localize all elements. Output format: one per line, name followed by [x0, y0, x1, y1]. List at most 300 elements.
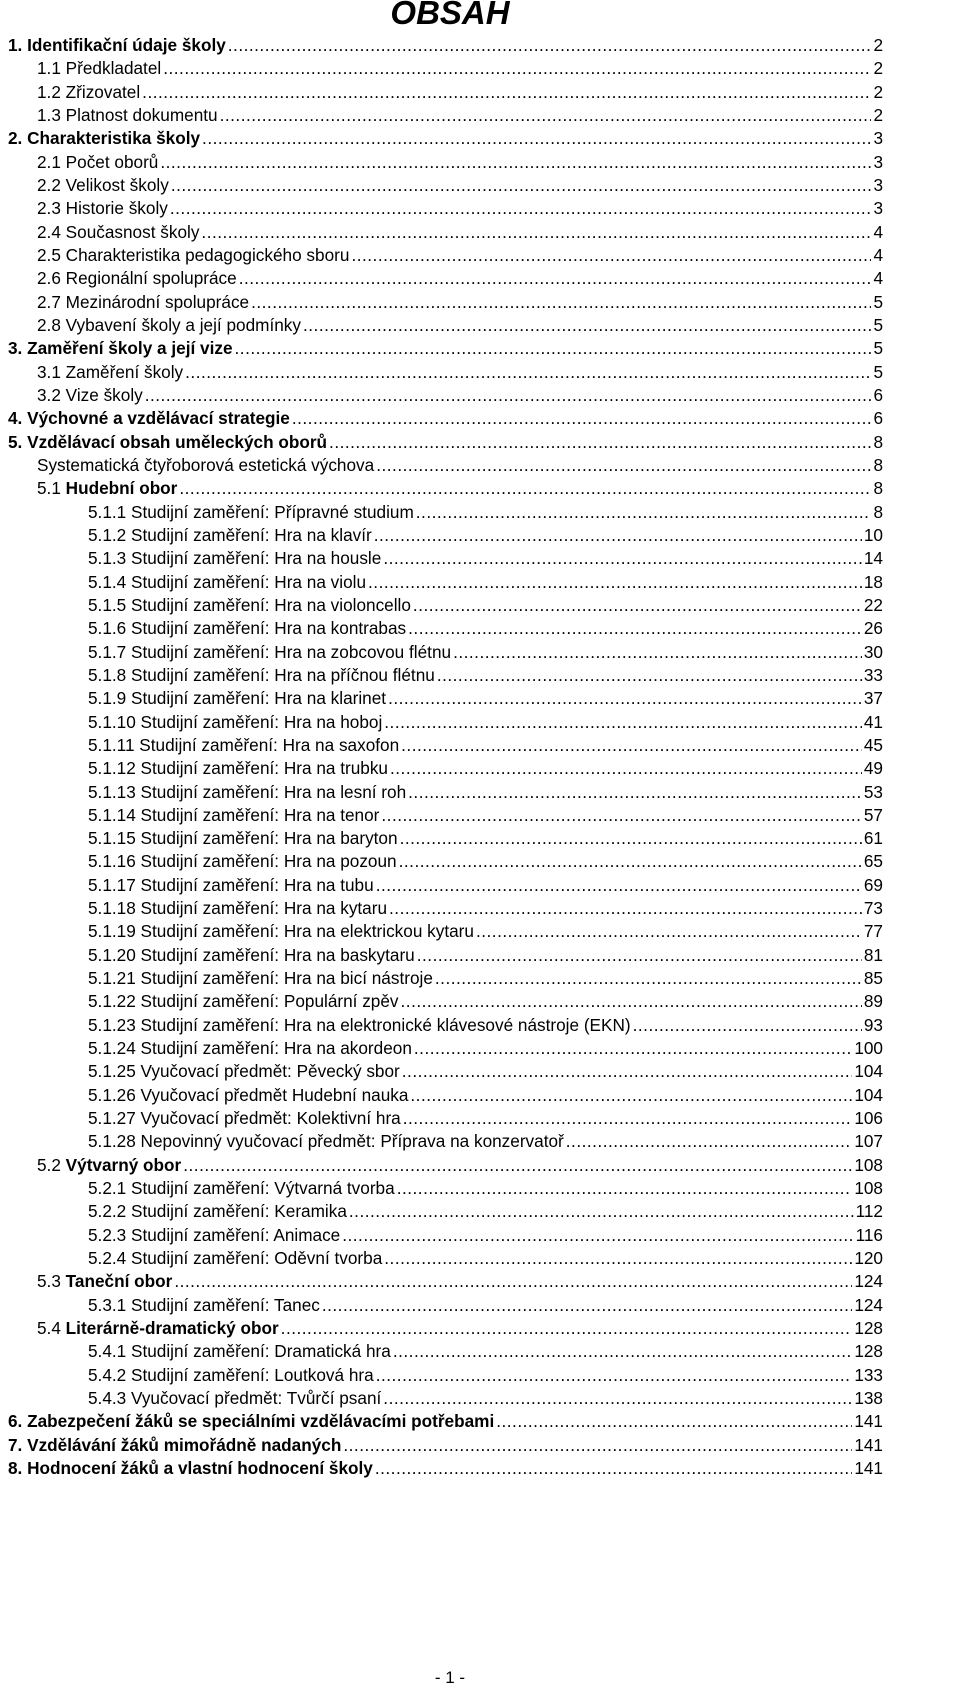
- toc-entry-title: 5.1.11 Studijní zaměření: Hra na saxofon: [88, 734, 400, 755]
- dot-leader: [403, 1108, 853, 1129]
- toc-entry-label: [88, 1131, 564, 1152]
- toc-entry[interactable]: [8, 1458, 883, 1481]
- toc-entry[interactable]: [8, 642, 883, 665]
- dot-leader: [343, 1435, 852, 1456]
- dot-leader: [179, 478, 871, 499]
- toc-entry[interactable]: [8, 1085, 883, 1108]
- toc-entry-title: 5.1.20 Studijní zaměření: Hra na baskytaru: [88, 944, 415, 965]
- toc-entry-page: 10: [863, 524, 883, 545]
- toc-entry-label: [88, 1178, 395, 1199]
- dot-leader: [303, 315, 871, 336]
- dot-leader: [375, 1458, 852, 1479]
- toc-entry-page: 2: [873, 58, 883, 79]
- toc-entry[interactable]: [8, 128, 883, 151]
- dot-leader: [376, 1365, 853, 1386]
- toc-entry-title: 5.1.13 Studijní zaměření: Hra na lesní roh: [88, 781, 407, 802]
- dot-leader: [408, 782, 862, 803]
- dot-leader: [322, 1295, 852, 1316]
- dot-leader: [174, 1271, 852, 1292]
- toc-entry-page: 100: [854, 1038, 883, 1059]
- dot-leader: [351, 245, 871, 266]
- toc-entry-title: 5.1.15 Studijní zaměření: Hra na baryton: [88, 828, 398, 849]
- toc-entry-label: [88, 502, 414, 523]
- dot-leader: [201, 222, 871, 243]
- toc-entry-label: [88, 945, 415, 966]
- toc-entry-label: [8, 1458, 373, 1479]
- toc-entry-title: 2.6 Regionální spolupráce: [37, 268, 237, 289]
- toc-entry-page: 4: [873, 268, 883, 289]
- toc-entry-label: [37, 175, 169, 196]
- toc-entry-page: 104: [854, 1061, 883, 1082]
- toc-entry-label: [37, 1155, 181, 1176]
- toc-entry-label: [88, 875, 374, 896]
- dot-leader: [342, 1225, 853, 1246]
- toc-entry[interactable]: [8, 572, 883, 595]
- toc-entry-label: [8, 1411, 494, 1432]
- toc-entry-label: [88, 782, 406, 803]
- toc-entry-number: 5.2: [37, 1154, 66, 1175]
- toc-entry[interactable]: [8, 805, 883, 828]
- toc-entry-title: 2.8 Vybavení školy a její podmínky: [37, 314, 301, 335]
- toc-entry[interactable]: [8, 851, 883, 874]
- toc-entry-page: 65: [863, 851, 883, 872]
- toc-entry-title: Výtvarný obor: [65, 1154, 182, 1175]
- toc-entry-label: [37, 478, 177, 499]
- toc-entry-title: 5.1.1 Studijní zaměření: Přípravné studium: [88, 501, 414, 522]
- toc-entry-page: 5: [873, 314, 883, 335]
- dot-leader: [408, 618, 862, 639]
- toc-entry-page: 49: [863, 758, 883, 779]
- toc-entry-page: 2: [873, 104, 883, 125]
- toc-entry-label: [88, 758, 388, 779]
- toc-entry-page: 61: [863, 828, 883, 849]
- toc-entry-title: 5.2.1 Studijní zaměření: Výtvarná tvorba: [88, 1178, 395, 1199]
- toc-entry-page: 3: [873, 151, 883, 172]
- toc-entry-label: [88, 1085, 408, 1106]
- toc-entry-title: 5.1.14 Studijní zaměření: Hra na tenor: [88, 804, 380, 825]
- dot-leader: [393, 1341, 852, 1362]
- toc-entry[interactable]: [8, 152, 883, 175]
- dot-leader: [170, 198, 872, 219]
- toc-entry[interactable]: [8, 455, 883, 478]
- toc-entry-page: 4: [873, 221, 883, 242]
- toc-entry[interactable]: [8, 595, 883, 618]
- toc-entry-page: 85: [863, 968, 883, 989]
- toc-entry-page: 106: [854, 1108, 883, 1129]
- dot-leader: [416, 502, 872, 523]
- dot-leader: [566, 1131, 853, 1152]
- toc-entry-page: 8: [873, 454, 883, 475]
- toc-entry[interactable]: [8, 1108, 883, 1131]
- toc-entry-label: [88, 898, 387, 919]
- toc-entry-title: 1.3 Platnost dokumentu: [37, 104, 218, 125]
- toc-entry[interactable]: [8, 245, 883, 268]
- toc-entry-title: 2.5 Charakteristika pedagogického sboru: [37, 244, 350, 265]
- dot-leader: [145, 385, 872, 406]
- dot-leader: [388, 688, 862, 709]
- toc-entry-title: 5.4.3 Vyučovací předmět: Tvůrčí psaní: [88, 1388, 382, 1409]
- toc-entry-page: 18: [863, 571, 883, 592]
- toc-entry[interactable]: [8, 338, 883, 361]
- toc-entry-label: [88, 1365, 374, 1386]
- toc-entry-page: 8: [873, 431, 883, 452]
- toc-entry-page: 33: [863, 664, 883, 685]
- toc-entry-page: 5: [873, 361, 883, 382]
- toc-entry-label: [37, 292, 249, 313]
- toc-entry-title: Systematická čtyřoborová estetická výchova: [37, 454, 375, 475]
- toc-entry[interactable]: [8, 1015, 883, 1038]
- toc-entry-title: 5.1.27 Vyučovací předmět: Kolektivní hra: [88, 1108, 401, 1129]
- toc-entry-label: [37, 105, 218, 126]
- toc-entry[interactable]: [8, 1155, 883, 1178]
- dot-leader: [397, 1178, 853, 1199]
- toc-entry[interactable]: [8, 1201, 883, 1224]
- dot-leader: [239, 268, 872, 289]
- toc-entry-number: 5.3: [37, 1271, 66, 1292]
- toc-entry-title: Literárně-dramatický obor: [65, 1318, 279, 1339]
- toc-entry[interactable]: [8, 268, 883, 291]
- toc-entry-title: 5.1.3 Studijní zaměření: Hra na housle: [88, 548, 382, 569]
- dot-leader: [476, 921, 862, 942]
- dot-leader: [329, 432, 871, 453]
- toc-entry[interactable]: [8, 875, 883, 898]
- toc-entry-page: 30: [863, 641, 883, 662]
- toc-entry[interactable]: [8, 1061, 883, 1084]
- toc-entry-label: [8, 1435, 341, 1456]
- toc-entry-title: 5.1.19 Studijní zaměření: Hra na elektrickou kytaru: [88, 921, 474, 942]
- toc-entry-title: 5.1.7 Studijní zaměření: Hra na zobcovou flétnu: [88, 641, 452, 662]
- toc-entry[interactable]: [8, 1225, 883, 1248]
- toc-entry-title: 5.1.21 Studijní zaměření: Hra na bicí nástroje: [88, 968, 433, 989]
- toc-entry-label: [88, 572, 366, 593]
- toc-entry-title: 4. Výchovné a vzdělávací strategie: [8, 408, 290, 429]
- toc-entry[interactable]: [8, 828, 883, 851]
- toc-entry-title: Hudební obor: [65, 478, 178, 499]
- toc-entry-page: 69: [863, 874, 883, 895]
- toc-entry-title: 5.1.6 Studijní zaměření: Hra na kontrabas: [88, 618, 407, 639]
- toc-entry[interactable]: [8, 1388, 883, 1411]
- toc-entry-title: 5.1.26 Vyučovací předmět Hudební nauka: [88, 1084, 409, 1105]
- toc-entry-page: 5: [873, 291, 883, 312]
- toc-entry-label: [37, 362, 183, 383]
- toc-entry-label: [88, 1225, 340, 1246]
- toc-entry[interactable]: [8, 991, 883, 1014]
- toc-entry-page: 6: [873, 408, 883, 429]
- toc-entry[interactable]: [8, 618, 883, 641]
- toc-entry-label: [8, 432, 327, 453]
- toc-entry-title: 2.1 Počet oborů: [37, 151, 159, 172]
- dot-leader: [496, 1411, 852, 1432]
- toc-entry-page: 2: [873, 81, 883, 102]
- toc-entry-title: 5.1.12 Studijní zaměření: Hra na trubku: [88, 758, 388, 779]
- toc-entry[interactable]: [8, 222, 883, 245]
- toc-entry-number: 5.4: [37, 1318, 66, 1339]
- toc-entry[interactable]: [8, 58, 883, 81]
- toc-entry-label: [37, 455, 374, 476]
- dot-leader: [633, 1015, 862, 1036]
- toc-entry-title: 3.2 Vize školy: [37, 384, 143, 405]
- dot-leader: [251, 292, 871, 313]
- toc-entry[interactable]: [8, 1341, 883, 1364]
- dot-leader: [383, 548, 862, 569]
- toc-entry-label: [88, 805, 379, 826]
- toc-entry-page: 108: [854, 1154, 883, 1175]
- toc-entry[interactable]: [8, 1411, 883, 1434]
- toc-entry-title: 5.1.8 Studijní zaměření: Hra na příčnou flétnu: [88, 664, 435, 685]
- toc-entry-label: [88, 921, 474, 942]
- table-of-contents: [8, 35, 883, 1481]
- dot-leader: [400, 828, 862, 849]
- toc-entry[interactable]: [8, 735, 883, 758]
- toc-entry-title: 5.1.16 Studijní zaměření: Hra na pozoun: [88, 851, 397, 872]
- toc-entry-label: [37, 1318, 279, 1339]
- toc-entry-page: 3: [873, 198, 883, 219]
- dot-leader: [381, 805, 861, 826]
- toc-entry-title: 5.3.1 Studijní zaměření: Tanec: [88, 1294, 320, 1315]
- toc-entry-label: [37, 315, 301, 336]
- toc-entry[interactable]: [8, 1365, 883, 1388]
- toc-entry-title: 1. Identifikační údaje školy: [8, 35, 226, 55]
- toc-entry-page: 5: [873, 338, 883, 359]
- toc-entry-page: 89: [863, 991, 883, 1012]
- toc-entry-title: 5.1.4 Studijní zaměření: Hra na violu: [88, 571, 367, 592]
- toc-entry[interactable]: [8, 525, 883, 548]
- dot-leader: [401, 991, 862, 1012]
- toc-entry-title: 3.1 Zaměření školy: [37, 361, 184, 382]
- dot-leader: [389, 898, 862, 919]
- toc-entry-label: [8, 338, 233, 359]
- toc-entry[interactable]: [8, 35, 883, 58]
- toc-entry-page: 3: [873, 174, 883, 195]
- toc-entry-page: 8: [873, 501, 883, 522]
- toc-entry-page: 3: [873, 128, 883, 149]
- toc-entry-label: [88, 688, 386, 709]
- toc-entry-title: 5.1.23 Studijní zaměření: Hra na elektronické klávesové nástroje (EKN): [88, 1014, 631, 1035]
- toc-entry[interactable]: [8, 1295, 883, 1318]
- toc-entry-label: [88, 968, 433, 989]
- toc-entry-title: 5.1.22 Studijní zaměření: Populární zpěv: [88, 991, 399, 1012]
- toc-entry-title: 5.1.10 Studijní zaměření: Hra na hoboj: [88, 711, 383, 732]
- toc-entry-label: [37, 268, 237, 289]
- toc-entry-label: [8, 128, 200, 149]
- toc-entry-page: 2: [873, 35, 883, 55]
- toc-entry-label: [88, 1108, 401, 1129]
- toc-entry-page: 128: [854, 1318, 883, 1339]
- toc-entry-label: [37, 198, 168, 219]
- toc-entry-page: 14: [863, 548, 883, 569]
- toc-entry-page: 57: [863, 804, 883, 825]
- toc-entry-label: [88, 642, 451, 663]
- toc-entry[interactable]: [8, 548, 883, 571]
- toc-entry-label: [37, 222, 199, 243]
- toc-entry[interactable]: [8, 758, 883, 781]
- toc-entry-title: 5. Vzdělávací obsah uměleckých oborů: [8, 431, 328, 452]
- toc-entry-title: 5.1.9 Studijní zaměření: Hra na klarinet: [88, 688, 387, 709]
- toc-entry[interactable]: [8, 782, 883, 805]
- toc-entry[interactable]: [8, 712, 883, 735]
- toc-entry[interactable]: [8, 315, 883, 338]
- toc-entry-title: 1.1 Předkladatel: [37, 58, 162, 79]
- toc-entry[interactable]: [8, 82, 883, 105]
- toc-entry-title: Taneční obor: [65, 1271, 173, 1292]
- toc-entry-title: 1.2 Zřizovatel: [37, 81, 141, 102]
- toc-entry-title: 2. Charakteristika školy: [8, 128, 201, 149]
- dot-leader: [281, 1318, 853, 1339]
- toc-entry-title: 5.2.2 Studijní zaměření: Keramika: [88, 1201, 347, 1222]
- toc-entry-label: [88, 712, 382, 733]
- toc-entry-title: 2.7 Mezinárodní spolupráce: [37, 291, 250, 312]
- dot-leader: [453, 642, 862, 663]
- toc-entry[interactable]: [8, 921, 883, 944]
- toc-entry-page: 81: [863, 944, 883, 965]
- toc-entry[interactable]: [8, 1038, 883, 1061]
- toc-entry-title: 7. Vzdělávání žáků mimořádně nadaných: [8, 1434, 342, 1455]
- toc-entry-page: 22: [863, 594, 883, 615]
- toc-entry-title: 5.1.17 Studijní zaměření: Hra na tubu: [88, 874, 374, 895]
- toc-entry-page: 107: [854, 1131, 883, 1152]
- page-number: - 1 -: [434, 1668, 466, 1687]
- toc-entry-label: [8, 408, 290, 429]
- toc-entry-title: 5.4.1 Studijní zaměření: Dramatická hra: [88, 1341, 391, 1362]
- toc-entry-page: 37: [863, 688, 883, 709]
- dot-leader: [383, 1388, 852, 1409]
- dot-leader: [183, 1155, 852, 1176]
- toc-entry-title: 5.2.3 Studijní zaměření: Animace: [88, 1224, 341, 1245]
- toc-entry-title: 5.1.2 Studijní zaměření: Hra na klavír: [88, 524, 372, 545]
- toc-entry[interactable]: [8, 1248, 883, 1271]
- toc-entry[interactable]: [8, 502, 883, 525]
- toc-entry-page: 138: [854, 1388, 883, 1409]
- dot-leader: [376, 875, 862, 896]
- toc-entry-page: 4: [873, 244, 883, 265]
- toc-entry[interactable]: [8, 898, 883, 921]
- toc-entry[interactable]: [8, 105, 883, 128]
- dot-leader: [142, 82, 871, 103]
- dot-leader: [292, 408, 872, 429]
- toc-entry-page: 26: [863, 618, 883, 639]
- toc-entry[interactable]: [8, 1318, 883, 1341]
- dot-leader: [410, 1085, 852, 1106]
- toc-entry[interactable]: [8, 1271, 883, 1294]
- toc-entry[interactable]: [8, 292, 883, 315]
- toc-entry-page: 124: [854, 1271, 883, 1292]
- toc-entry-page: 141: [854, 1411, 883, 1432]
- dot-leader: [185, 362, 871, 383]
- toc-entry-page: 53: [863, 781, 883, 802]
- toc-entry[interactable]: [8, 198, 883, 221]
- dot-leader: [402, 1061, 853, 1082]
- dot-leader: [401, 735, 862, 756]
- toc-entry-title: 5.4.2 Studijní zaměření: Loutková hra: [88, 1364, 374, 1385]
- toc-entry-label: [8, 35, 226, 56]
- toc-entry[interactable]: [8, 1178, 883, 1201]
- toc-entry[interactable]: [8, 688, 883, 711]
- toc-entry-title: 5.1.24 Studijní zaměření: Hra na akordeon: [88, 1038, 412, 1059]
- toc-entry[interactable]: [8, 1131, 883, 1154]
- toc-entry-label: [88, 1248, 382, 1269]
- toc-entry[interactable]: [8, 968, 883, 991]
- toc-entry-page: 141: [854, 1434, 883, 1455]
- toc-entry-title: 5.1.18 Studijní zaměření: Hra na kytaru: [88, 898, 388, 919]
- toc-entry-label: [88, 1061, 400, 1082]
- toc-entry-label: [37, 58, 161, 79]
- toc-entry[interactable]: [8, 478, 883, 501]
- toc-entry-page: 41: [863, 711, 883, 732]
- toc-entry[interactable]: [8, 945, 883, 968]
- toc-entry[interactable]: [8, 408, 883, 431]
- toc-entry-label: [88, 991, 399, 1012]
- toc-entry-page: 116: [855, 1224, 883, 1245]
- toc-entry-label: [88, 1015, 631, 1036]
- toc-entry-label: [88, 735, 399, 756]
- dot-leader: [435, 968, 862, 989]
- toc-entry-label: [88, 665, 435, 686]
- toc-entry[interactable]: [8, 385, 883, 408]
- toc-entry-label: [37, 152, 158, 173]
- toc-entry-label: [88, 548, 381, 569]
- toc-entry[interactable]: [8, 362, 883, 385]
- toc-entry[interactable]: [8, 1435, 883, 1458]
- dot-leader: [390, 758, 862, 779]
- toc-entry-page: 8: [873, 478, 883, 499]
- toc-entry-label: [88, 828, 398, 849]
- toc-entry-page: 93: [863, 1014, 883, 1035]
- dot-leader: [163, 58, 871, 79]
- toc-entry-page: 133: [854, 1364, 883, 1385]
- toc-entry-label: [37, 385, 143, 406]
- toc-entry-title: 2.4 Současnost školy: [37, 221, 200, 242]
- dot-leader: [437, 665, 862, 686]
- toc-entry-label: [88, 1341, 391, 1362]
- toc-entry-label: [37, 245, 349, 266]
- dot-leader: [374, 525, 862, 546]
- toc-entry-title: 6. Zabezpečení žáků se speciálními vzdělávacími potřebami: [8, 1411, 495, 1432]
- toc-entry-page: 124: [854, 1294, 883, 1315]
- toc-entry-label: [88, 1295, 320, 1316]
- toc-entry-title: 2.2 Velikost školy: [37, 174, 169, 195]
- toc-entry-label: [88, 525, 372, 546]
- toc-entry-title: 8. Hodnocení žáků a vlastní hodnocení školy: [8, 1458, 373, 1479]
- dot-leader: [160, 152, 871, 173]
- toc-entry-title: 5.1.28 Nepovinný vyučovací předmět: Příprava na konzervatoř: [88, 1131, 564, 1152]
- dot-leader: [220, 105, 872, 126]
- toc-entry-label: [37, 82, 140, 103]
- dot-leader: [349, 1201, 854, 1222]
- toc-entry-title: 2.3 Historie školy: [37, 198, 168, 219]
- toc-entry[interactable]: [8, 432, 883, 455]
- toc-entry-number: 5.1: [37, 478, 66, 499]
- dot-leader: [399, 851, 862, 872]
- toc-entry-page: 108: [854, 1178, 883, 1199]
- dot-leader: [417, 945, 862, 966]
- toc-entry[interactable]: [8, 175, 883, 198]
- toc-entry-page: 45: [863, 734, 883, 755]
- toc-entry-page: 77: [863, 921, 883, 942]
- toc-entry-page: 112: [855, 1201, 883, 1222]
- toc-entry-label: [88, 1201, 347, 1222]
- dot-leader: [368, 572, 862, 593]
- dot-leader: [414, 1038, 852, 1059]
- toc-entry-page: 104: [854, 1084, 883, 1105]
- dot-leader: [384, 1248, 852, 1269]
- dot-leader: [171, 175, 872, 196]
- dot-leader: [228, 35, 872, 56]
- toc-entry-page: 141: [854, 1458, 883, 1479]
- toc-entry-page: 120: [854, 1248, 883, 1269]
- toc-entry-label: [37, 1271, 172, 1292]
- toc-entry-label: [88, 851, 397, 872]
- toc-entry[interactable]: [8, 665, 883, 688]
